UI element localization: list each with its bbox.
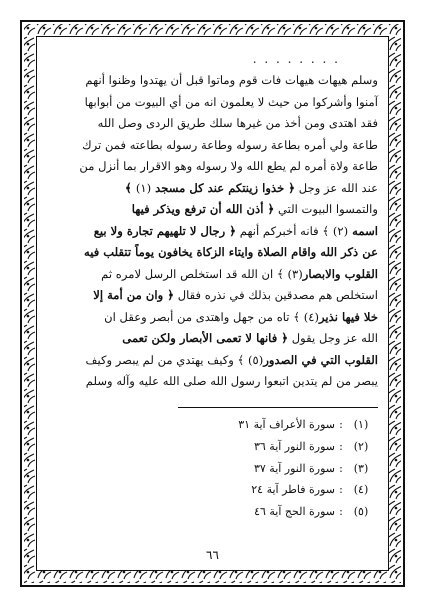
footnote-text: سورة الحج آية ٤٦ [254, 505, 335, 519]
quran-quote: القلوب والابصار [302, 266, 378, 281]
text-segment: فقد اهتدى ومن أخذ من غيرها سلك طريق الردى وصل الله [97, 116, 378, 130]
text-segment: استخلص هم مصدقين بذلك في نذره فقال [174, 288, 378, 302]
text-segment: طاعة ولاة أمره لم يطع الله ولا رسوله وهو الاقرار بما أنزل من [79, 159, 378, 173]
text-line [48, 221, 378, 243]
footnote-number: (٣) [353, 461, 369, 475]
footnote-separator [178, 407, 378, 408]
quran-quote: اسمه [348, 223, 378, 238]
text-segment: والتمسوا البيوت التي [274, 202, 378, 216]
text-line [48, 70, 378, 92]
text-segment: (٢) [332, 223, 349, 238]
text-segment: وسلم هيهات هيهات فات قوم وماتوا قبل أن يهتدوا وظنوا أنهم [85, 73, 378, 87]
text-line [48, 307, 378, 329]
quran-quote: ﴿ وان من أمة إلا [93, 288, 175, 302]
text-line [48, 285, 378, 307]
text-segment: ﴾ تاه من جهل واهتدى من أبصر وعقل ان [104, 309, 304, 324]
quran-quote: القلوب التي في الصدور [263, 352, 378, 367]
running-header-dots: . . . . . . . . [252, 52, 340, 66]
text-segment: (٤) [303, 309, 319, 324]
quran-quote: خلا فيها نذير [318, 309, 378, 324]
text-line [48, 264, 378, 286]
text-segment: (٣) [287, 266, 303, 281]
quran-quote: ﴿ أذن الله أن ترفع ويذكر فيها [131, 202, 275, 216]
quran-quote: ﴿ خذوا زينتكم عند كل مسجد [151, 180, 296, 195]
footnote-text: سورة الأعراف آية ٣١ [238, 418, 335, 431]
text-segment: ﴾ ان الله قد استخلص الرسل لامره ثم [101, 266, 288, 281]
quran-quote: ﴿ فانها لا تعمى الأبصار ولكن تعمى [122, 331, 289, 345]
footnote-colon: : [339, 483, 343, 497]
text-line [48, 135, 378, 157]
main-text [48, 70, 378, 393]
footnote-item [150, 479, 375, 501]
text-line [48, 371, 378, 393]
text-line [48, 113, 378, 135]
text-line [48, 156, 378, 178]
footnote-text: سورة النور آية ٣٧ [253, 461, 335, 475]
text-line [48, 242, 378, 264]
footnote-number: (٥) [353, 505, 369, 519]
quran-quote: ﴿ رجال لا تلهيهم تجارة ولا بيع [93, 223, 237, 238]
footnote-colon: : [339, 439, 343, 453]
text-line [48, 350, 378, 372]
footnote-text: سورة النور آية ٣٦ [253, 439, 335, 453]
quran-quote: ﴾ [124, 180, 136, 195]
footnote-item [150, 501, 375, 523]
text-segment: ﴾ فانه أخبركم أنهم [236, 223, 333, 238]
text-segment: طاعة ولي أمره بطاعة رسوله وطاعة رسوله بطاعته فمن ترك [82, 137, 378, 152]
page-number: ٦٦ [206, 548, 219, 562]
text-line [48, 199, 378, 221]
quran-quote: عن ذكر الله واقام الصلاة وايتاء الزكاة يخافون يوماً تتقلب فيه [84, 245, 378, 259]
footnote-number: (٢) [353, 439, 369, 453]
text-segment: يبصر من لم يتدين اتبعوا رسول الله صلى الله عليه وآله وسلم [85, 374, 378, 388]
footnotes-list [150, 414, 375, 523]
footnote-item [150, 458, 375, 480]
text-segment: (٥) [248, 352, 264, 367]
footnote-item [150, 414, 375, 436]
footnote-item [150, 436, 375, 458]
text-segment: ﴾ وكيف يهتدي من لم يبصر وكيف [85, 352, 249, 367]
text-line [48, 92, 378, 114]
text-segment: آمنوا وأشركوا من حيث لا يعلمون انه من أي البيوت من أبوابها [84, 94, 378, 109]
text-line [48, 178, 378, 200]
text-segment: الله عز وجل يقول [288, 331, 378, 345]
text-line [48, 328, 378, 350]
text-segment: (١) [135, 180, 152, 195]
footnote-number: (١) [353, 418, 369, 431]
text-segment: عند الله عز وجل [295, 180, 378, 195]
footnote-text: سورة فاطر آية ٢٤ [251, 483, 335, 497]
footnote-colon: : [339, 505, 343, 519]
footnote-colon: : [339, 418, 343, 431]
footnote-number: (٤) [353, 483, 369, 497]
footnote-colon: : [339, 461, 343, 475]
